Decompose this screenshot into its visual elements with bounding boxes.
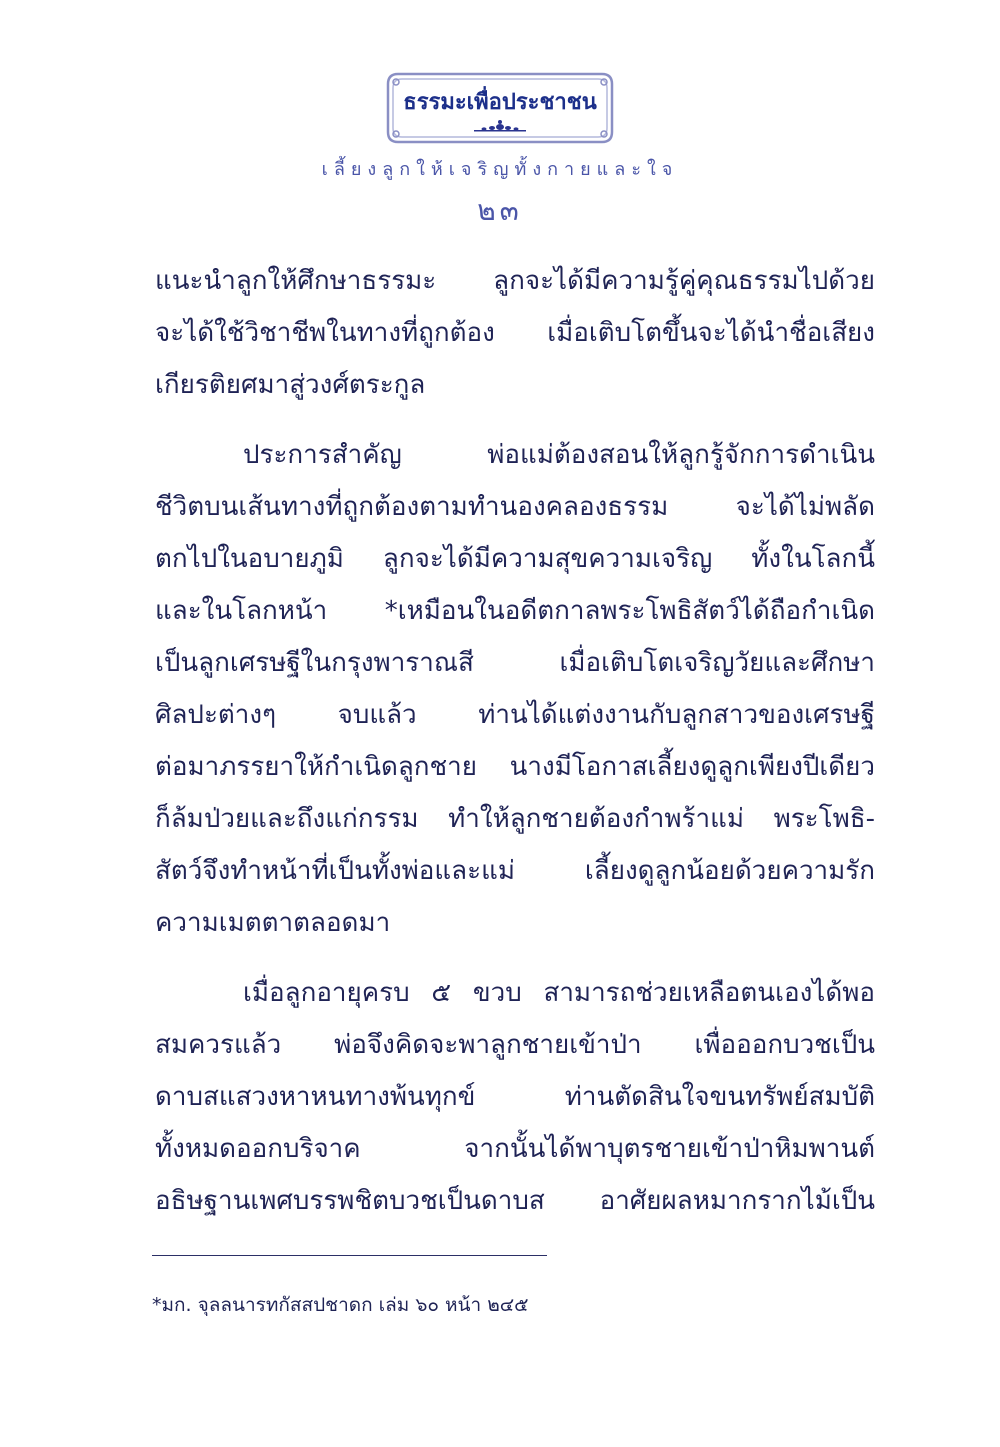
text-line: ศิลปะต่างๆ จบแล้ว ท่านได้แต่งงานกับลูกสาวของเศรษฐี <box>155 700 875 730</box>
page-header <box>0 70 1000 233</box>
logo-title: ธรรมะเพื่อประชาชน <box>403 90 597 115</box>
text-line: สัตว์จึงทำหน้าที่เป็นทั้งพ่อและแม่ เลี้ยงดูลูกน้อยด้วยความรัก <box>155 856 875 886</box>
page-number: ๒๓ <box>477 194 523 227</box>
text-line: ดาบสแสวงหาหนทางพ้นทุกข์ ท่านตัดสินใจขนทรัพย์สมบัติ <box>155 1082 875 1112</box>
footnote: *มก. จุลลนารทกัสสปชาดก เล่ม ๖๐ หน้า ๒๔๕ <box>152 1294 529 1316</box>
body-text <box>155 255 875 1227</box>
floral-ornament-icon <box>384 70 616 146</box>
text-line: ความเมตตาตลอดมา <box>155 908 391 938</box>
text-line: ก็ล้มป่วยและถึงแก่กรรม ทำให้ลูกชายต้องกำพร้าแม่ พระโพธิ- <box>155 804 875 834</box>
text-line: สมควรแล้ว พ่อจึงคิดจะพาลูกชายเข้าป่า เพื่อออกบวชเป็น <box>155 1030 875 1060</box>
text-line: อธิษฐานเพศบรรพชิตบวชเป็นดาบส อาศัยผลหมากรากไม้เป็น <box>155 1186 875 1216</box>
text-line: จะได้ใช้วิชาชีพในทางที่ถูกต้อง เมื่อเติบโตขึ้นจะได้นำชื่อเสียง <box>155 318 875 348</box>
text-line: ตกไปในอบายภูมิ ลูกจะได้มีความสุขความเจริญ ทั้งในโลกนี้ <box>155 544 875 574</box>
text-line: ต่อมาภรรยาให้กำเนิดลูกชาย นางมีโอกาสเลี้ยงดูลูกเพียงปีเดียว <box>155 752 875 782</box>
text-line: ทั้งหมดออกบริจาค จากนั้นได้พาบุตรชายเข้าป่าหิมพานต์ <box>155 1134 875 1164</box>
footnote-divider <box>152 1255 547 1256</box>
text-line: แนะนำลูกให้ศึกษาธรรมะ ลูกจะได้มีความรู้คู่คุณธรรมไปด้วย <box>155 266 875 296</box>
text-line: เมื่อลูกอายุครบ ๕ ขวบ สามารถช่วยเหลือตนเองได้พอ <box>243 978 875 1008</box>
running-title: เลี้ยงลูกให้เจริญทั้งกายและใจ <box>321 159 679 180</box>
text-line: และในโลกหน้า *เหมือนในอดีตกาลพระโพธิสัตว์ได้ถือกำเนิด <box>155 596 875 626</box>
text-line: เป็นลูกเศรษฐีในกรุงพาราณสี เมื่อเติบโตเจริญวัยและศึกษา <box>155 648 875 678</box>
text-line: เกียรติยศมาสู่วงศ์ตระกูล <box>155 370 426 400</box>
text-line: ประการสำคัญ พ่อแม่ต้องสอนให้ลูกรู้จักการดำเนิน <box>243 440 875 470</box>
logo-badge <box>384 70 616 146</box>
text-line: ชีวิตบนเส้นทางที่ถูกต้องตามทำนองคลองธรรม จะได้ไม่พลัด <box>155 492 875 522</box>
